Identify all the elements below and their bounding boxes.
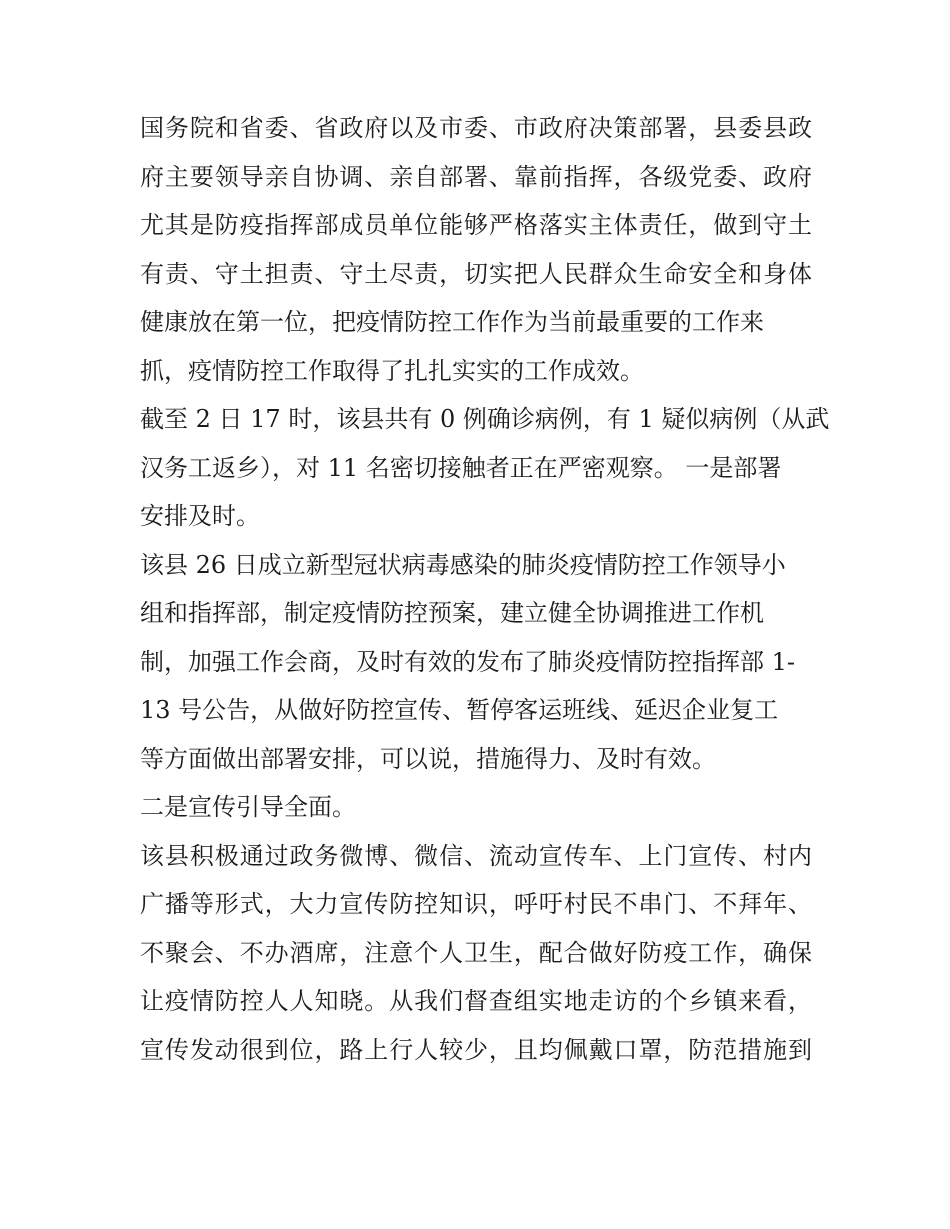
text-line: 不聚会、不办酒席，注意个人卫生，配合做好防疫工作，确保 xyxy=(140,938,812,967)
paragraph-publicity-measures xyxy=(140,832,812,1075)
text-line: 抓，疫情防控工作取得了扎扎实实的工作成效。 xyxy=(140,356,644,385)
text-line: 健康放在第一位，把疫情防控工作作为当前最重要的工作来 xyxy=(140,308,764,336)
text-line: 有责、守土担责、守土尽责，切实把人民群众生命安全和身体 xyxy=(140,259,812,288)
text-line: 广播等形式，大力宣传防控知识，呼吁村民不串门、不拜年、 xyxy=(140,890,812,918)
text-line: 汉务工返乡），对 11 名密切接触者正在严密观察。 一是部署 xyxy=(140,453,782,482)
text-line: 截至 2 日 17 时，该县共有 0 例确诊病例，有 1 疑似病例（从武 xyxy=(140,405,830,433)
text-line: 尤其是防疫指挥部成员单位能够严格落实主体责任，做到守土 xyxy=(140,211,812,239)
text-line: 等方面做出部署安排，可以说，措施得力、及时有效。 xyxy=(140,744,716,773)
section-heading-publicity xyxy=(140,783,812,832)
text-line: 二是宣传引导全面。 xyxy=(140,793,356,821)
text-line: 安排及时。 xyxy=(140,502,260,530)
text-line: 该县 26 日成立新型冠状病毒感染的肺炎疫情防控工作领导小 xyxy=(140,550,786,579)
text-line: 13 号公告，从做好防控宣传、暂停客运班线、延迟企业复工 xyxy=(140,696,779,724)
text-line: 制，加强工作会商，及时有效的发布了肺炎疫情防控指挥部 1- xyxy=(140,647,796,676)
document-body xyxy=(140,104,830,1074)
paragraph-policy-deployment xyxy=(140,104,812,395)
text-line: 宣传发动很到位，路上行人较少，且均佩戴口罩，防范措施到 xyxy=(140,1035,812,1064)
text-line: 府主要领导亲自协调、亲自部署、靠前指挥，各级党委、政府 xyxy=(140,162,812,191)
text-line: 该县积极通过政务微博、微信、流动宣传车、上门宣传、村内 xyxy=(140,841,812,870)
text-line: 让疫情防控人人知晓。从我们督查组实地走访的个乡镇来看， xyxy=(140,987,812,1015)
paragraph-case-status xyxy=(140,395,830,541)
text-line: 国务院和省委、省政府以及市委、市政府决策部署，县委县政 xyxy=(140,114,812,142)
paragraph-command-setup xyxy=(140,541,812,784)
text-line: 组和指挥部，制定疫情防控预案，建立健全协调推进工作机 xyxy=(140,599,764,627)
